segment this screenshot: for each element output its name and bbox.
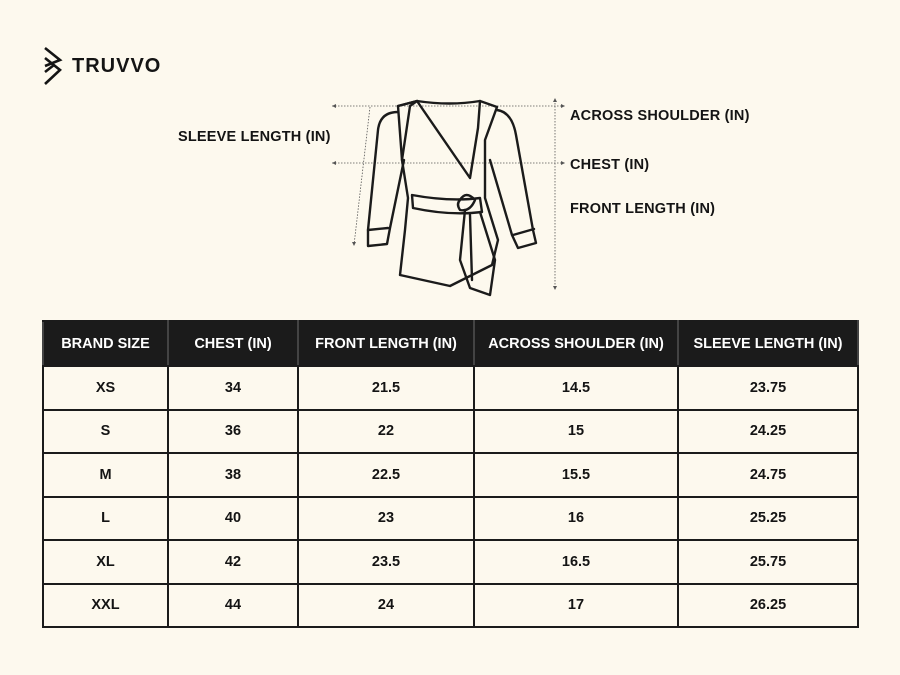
cell-front-length: 21.5	[298, 366, 474, 410]
cell-sleeve-length: 25.75	[678, 540, 858, 584]
cell-across-shoulder: 15	[474, 410, 678, 454]
cell-chest: 40	[168, 497, 298, 541]
cell-across-shoulder: 16	[474, 497, 678, 541]
table-row	[43, 410, 858, 454]
cell-across-shoulder: 16.5	[474, 540, 678, 584]
cell-sleeve-length: 25.25	[678, 497, 858, 541]
cell-across-shoulder: 15.5	[474, 453, 678, 497]
garment-diagram	[320, 90, 580, 310]
header-across-shoulder: ACROSS SHOULDER (IN)	[474, 321, 678, 366]
table-row	[43, 497, 858, 541]
cell-sleeve-length: 24.25	[678, 410, 858, 454]
cell-size: XS	[43, 366, 168, 410]
cell-front-length: 23.5	[298, 540, 474, 584]
cell-sleeve-length: 23.75	[678, 366, 858, 410]
label-sleeve-length: SLEEVE LENGTH (IN)	[178, 129, 331, 145]
cell-chest: 44	[168, 584, 298, 628]
cell-front-length: 22	[298, 410, 474, 454]
brand-logo	[42, 46, 161, 86]
label-chest: CHEST (IN)	[570, 157, 650, 173]
table-row	[43, 366, 858, 410]
label-front-length: FRONT LENGTH (IN)	[570, 201, 716, 217]
table-row	[43, 540, 858, 584]
brand-name: TRUVVO	[72, 54, 162, 77]
header-chest: CHEST (IN)	[168, 321, 298, 366]
cell-chest: 34	[168, 366, 298, 410]
cell-front-length: 22.5	[298, 453, 474, 497]
label-across-shoulder: ACROSS SHOULDER (IN)	[570, 108, 750, 124]
table-row	[43, 453, 858, 497]
cell-chest: 36	[168, 410, 298, 454]
cell-front-length: 24	[298, 584, 474, 628]
cell-size: XL	[43, 540, 168, 584]
cell-across-shoulder: 17	[474, 584, 678, 628]
table-header-row	[43, 321, 858, 366]
size-chart-table	[42, 320, 859, 628]
header-front-length: FRONT LENGTH (IN)	[298, 321, 474, 366]
cell-size: XXL	[43, 584, 168, 628]
cell-size: M	[43, 453, 168, 497]
cell-front-length: 23	[298, 497, 474, 541]
cell-chest: 38	[168, 453, 298, 497]
cell-size: L	[43, 497, 168, 541]
cell-chest: 42	[168, 540, 298, 584]
cell-across-shoulder: 14.5	[474, 366, 678, 410]
cell-sleeve-length: 24.75	[678, 453, 858, 497]
cell-size: S	[43, 410, 168, 454]
table-row	[43, 584, 858, 628]
cell-sleeve-length: 26.25	[678, 584, 858, 628]
header-brand-size: BRAND SIZE	[43, 321, 168, 366]
chevron-arrows-logo-icon	[42, 46, 64, 86]
header-sleeve-length: SLEEVE LENGTH (IN)	[678, 321, 858, 366]
